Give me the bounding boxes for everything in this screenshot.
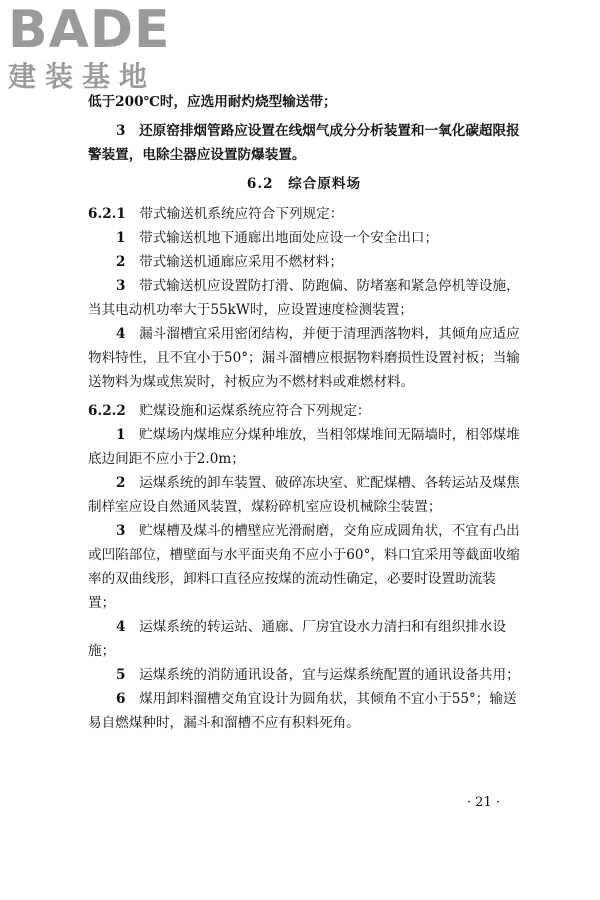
- bade-logo: [8, 0, 178, 94]
- list-item: 4 漏斗溜槽宜采用密闭结构，并便于清理洒落物料，其倾角应适应物料特性，且不宜小于50°；漏斗溜槽应根据物料磨损性设置衬板；当输送物料为煤或焦炭时，衬板应为不燃材料或难燃材料。: [88, 326, 520, 390]
- document-body: [88, 90, 520, 735]
- paragraph: 低于200℃时，应选用耐灼烧型输送带；: [88, 94, 337, 110]
- list-item: 1 带式输送机地下通廊出地面处应设一个安全出口；: [116, 230, 439, 246]
- page-number: · 21 ·: [466, 795, 500, 810]
- logo-sub-text: 建装基地: [8, 60, 157, 93]
- section-title: 6.2 综合原料场: [246, 176, 362, 192]
- clause: 6.2.2 贮煤设施和运煤系统应符合下列规定：: [88, 403, 371, 419]
- clause: 6.2.1 带式输送机系统应符合下列规定：: [88, 206, 344, 222]
- list-item: 5 运煤系统的消防通讯设备，宜与运煤系统配置的通讯设备共用；: [116, 667, 520, 683]
- list-item: 2 运煤系统的卸车装置、破碎冻块室、贮配煤槽、各转运站及煤焦制样室应设自然通风装置，煤粉碎机室应设机械除尘装置；: [88, 475, 520, 515]
- list-item: 1 贮煤场内煤堆应分煤种堆放，当相邻煤堆间无隔墙时，相邻煤堆底边间距不应小于2.0m；: [88, 427, 520, 467]
- list-item: 4 运煤系统的转运站、通廊、厂房宜设水力清扫和有组织排水设施；: [88, 619, 507, 659]
- paragraph: 3 还原窑排烟管路应设置在线烟气成分分析装置和一氧化碳超限报警装置，电除尘器应设置防爆装置。: [88, 123, 520, 163]
- list-item: 2 带式输送机通廊应采用不燃材料；: [116, 254, 343, 270]
- list-item: 3 贮煤槽及煤斗的槽壁应光滑耐磨，交角应成圆角状，不宜有凸出或凹陷部位，槽壁面与水平面夹角不应小于60°，料口宜采用等截面收缩率的双曲线形，卸料口直径应按煤的流动性确定，必要时设置助流装置；: [88, 523, 520, 611]
- list-item: 6 煤用卸料溜槽交角宜设计为圆角状，其倾角不宜小于55°；输送易自燃煤种时，漏斗和溜槽不应有积料死角。: [88, 691, 517, 731]
- list-item: 3 带式输送机应设置防打滑、防跑偏、防堵塞和紧急停机等设施，当其电动机功率大于55kW时，应设置速度检测装置；: [88, 278, 520, 318]
- logo-main-text: BADE: [8, 0, 171, 60]
